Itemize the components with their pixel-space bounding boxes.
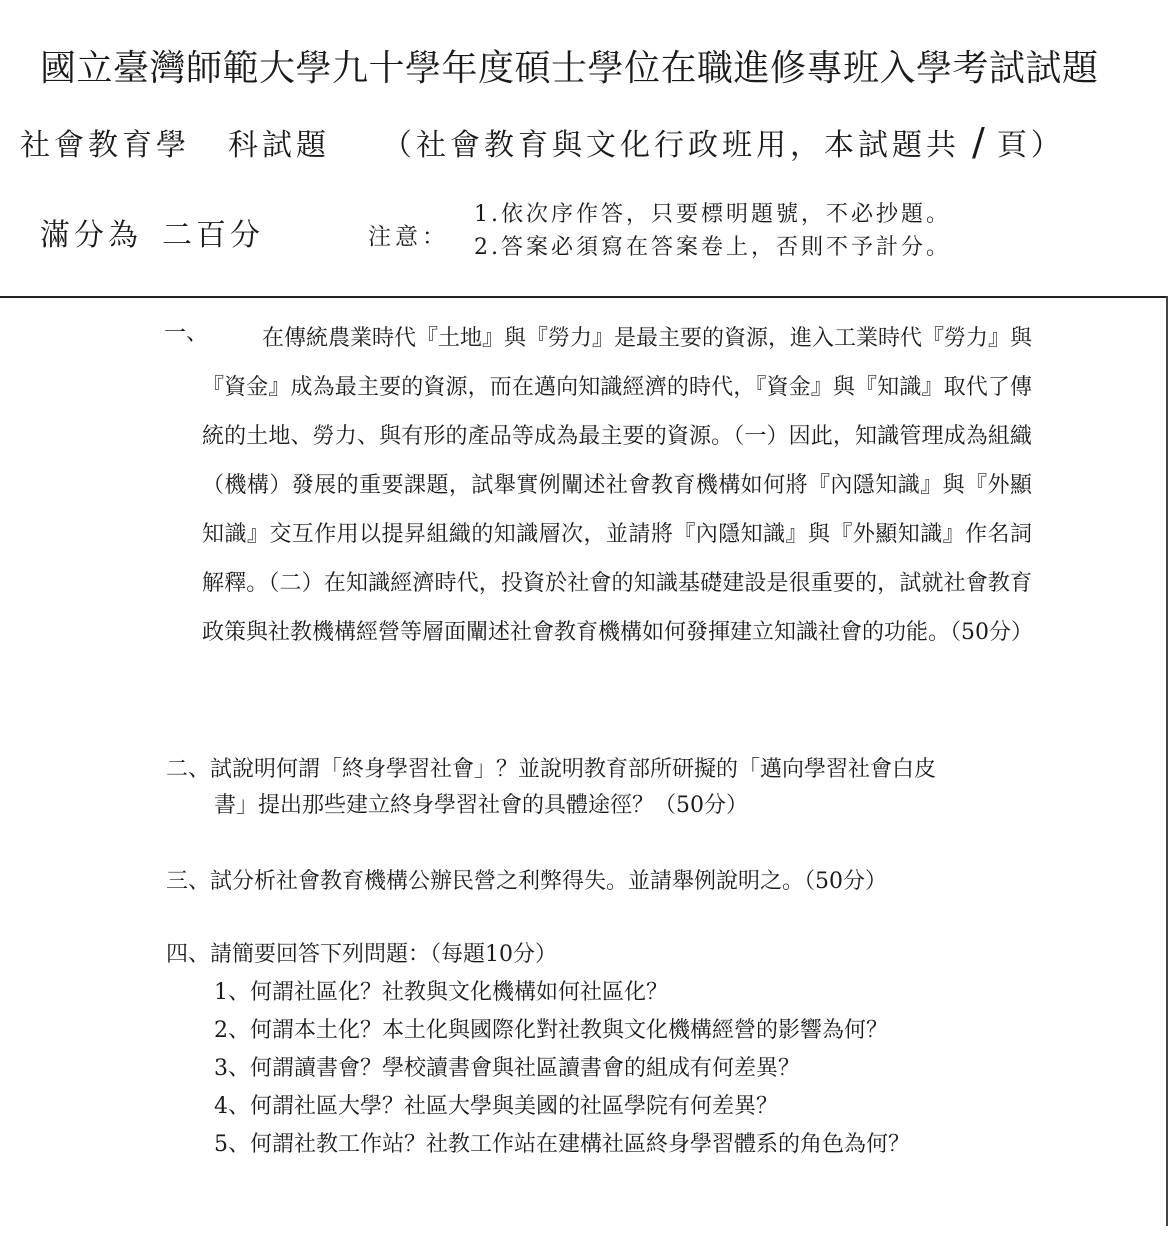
page-count: / (972, 120, 985, 164)
subject-name: 社會教育學 (20, 128, 190, 163)
question-4-intro: 四、請簡要回答下列問題：（每題10分） (166, 942, 557, 967)
subject-suffix: 科試題 (228, 128, 330, 163)
question-2-line1: 二、試說明何謂「終身學習社會」？並說明教育部所研擬的「邁向學習社會白皮 (166, 757, 937, 782)
question-3: 三、試分析社會教育機構公辦民營之利弊得失。並請舉例說明之。（50分） (166, 869, 887, 894)
question-2 (166, 752, 1036, 824)
notice-item: 2.答案必須寫在答案卷上，否則不予計分。 (474, 235, 951, 260)
notice-item: 1.依次序作答，只要標明題號，不必抄題。 (474, 202, 951, 227)
frame-right-border (1166, 296, 1168, 1226)
question-1-number: 一、 (164, 321, 209, 346)
question-1-text: 在傳統農業時代『土地』與『勞力』是最主要的資源，進入工業時代『勞力』與『資金』成為最主要的資源，而在邁向知識經濟的時代，『資金』與『知識』取代了傳統的土地、勞力、與有形的產品等成為最主要的資源。（一）因此，知識管理成為組織（機構）發展的重要課題，試舉實例闡述社會教育機構如何將『內隱知識』與『外顯知識』交互作用以提昇組織的知識層次，並請將『內隱知識』與『外顯知識』作名詞解釋。（二）在知識經濟時代，投資於社會的知識基礎建設是很重要的，試就社會教育政策與社教機構經營等層面闡述社會教育機構如何發揮建立知識社會的功能。（50分） (202, 326, 1033, 645)
question-4 (166, 936, 910, 1164)
score-value: 二百分 (162, 218, 264, 253)
class-note-open: （社會教育與文化行政班用，本試題共 (382, 128, 960, 163)
score-label: 滿分為 (40, 218, 142, 253)
exam-title: 國立臺灣師範大學九十學年度碩士學位在職進修專班入學考試試題 (40, 48, 1099, 89)
question-2-line2: 書」提出那些建立終身學習社會的具體途徑？（50分） (214, 793, 748, 818)
subject-row (20, 120, 1160, 164)
question-4-item: 2、何謂本土化？本土化與國際化對社教與文化機構經營的影響為何？ (214, 1018, 888, 1043)
notice-label: 注意： (368, 224, 449, 250)
class-note-close: 頁） (996, 128, 1065, 163)
question-4-item: 4、何謂社區大學？社區大學與美國的社區學院有何差異？ (214, 1094, 778, 1119)
question-4-item: 3、何謂讀書會？學校讀書會與社區讀書會的組成有何差異？ (214, 1056, 800, 1081)
notice-list (474, 198, 951, 264)
score-row (40, 210, 264, 254)
header-divider (0, 296, 1166, 298)
question-4-item: 5、何謂社教工作站？社教工作站在建構社區終身學習體系的角色為何？ (214, 1132, 910, 1157)
question-4-item: 1、何謂社區化？社教與文化機構如何社區化？ (214, 980, 668, 1005)
